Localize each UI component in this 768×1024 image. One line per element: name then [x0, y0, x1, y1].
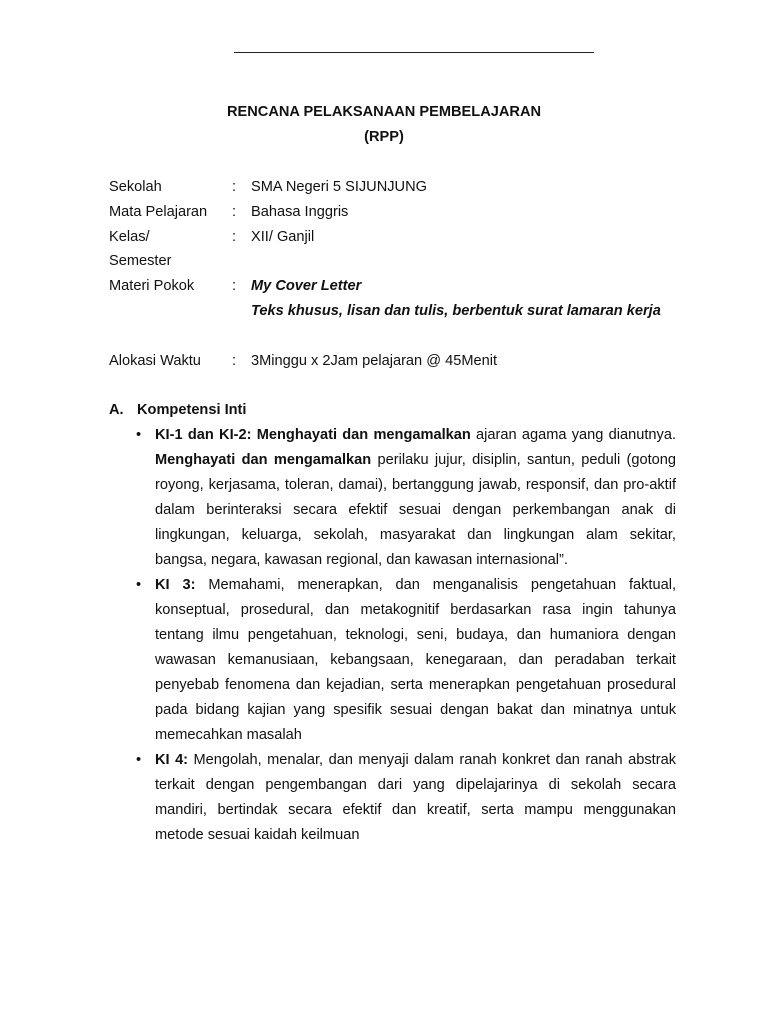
row-kelas — [109, 225, 679, 250]
row-alokasi — [109, 349, 679, 374]
document-subtitle: (RPP) — [364, 129, 404, 145]
value-materi-desc: Teks khusus, lisan dan tulis, berbentuk surat lamaran kerja — [251, 302, 661, 319]
item-bold: KI 4: — [155, 752, 189, 768]
colon: : — [232, 228, 237, 245]
label-alokasi: Alokasi Waktu — [109, 352, 201, 369]
bullet-icon: • — [136, 577, 142, 593]
competency-list — [136, 423, 677, 848]
list-item — [136, 573, 677, 748]
item-text: perilaku jujur, disiplin, santun, peduli (gotong royong, kerjasama, toleran, damai), bertanggung jawab, responsif, dan pro-aktif dalam berinteraksi secara efektif sesuai dengan perkembangan anak di lingkungan, keluarga, sekolah, masyarakat dan lingkungan alam sekitar, bangsa, negara, kawasan regional, dan kawasan internasional”. — [155, 452, 676, 568]
value-kelas: XII/ Ganjil — [251, 228, 315, 245]
label-sekolah: Sekolah — [109, 179, 162, 195]
section-title: Kompetensi Inti — [137, 402, 247, 418]
item-bold: KI-1 dan KI-2: Menghayati dan mengamalkan — [155, 427, 471, 443]
item-text: ajaran agama yang dianutnya. — [470, 427, 677, 443]
label-materi: Materi Pokok — [109, 278, 195, 295]
value-materi: My Cover Letter — [251, 278, 362, 295]
list-item — [136, 748, 676, 848]
bullet-icon: • — [136, 427, 142, 443]
row-materi — [109, 274, 679, 348]
value-mapel: Bahasa Inggris — [251, 203, 349, 220]
value-alokasi: 3Minggu x 2Jam pelajaran @ 45Menit — [251, 352, 498, 369]
label-semester: Semester — [109, 253, 172, 270]
label-mapel: Mata Pelajaran — [109, 203, 208, 220]
section-letter: A. — [109, 402, 124, 418]
document-title: RENCANA PELAKSANAAN PEMBELAJARAN — [226, 104, 542, 120]
item-text: Memahami, menerapkan, dan menganalisis pengetahuan faktual, konseptual, prosedural, dan metakognitif berdasarkan rasa ingin tahunya tentang ilmu pengetahuan, teknologi, seni, budaya, dan humaniora dengan wawasan kemanusiaan, kebangsaan, kenegaraan, dan peradaban terkait penyebab fenomena dan kejadian, serta menerapkan pengetahuan prosedural pada bidang kajian yang spesifik sesuai dengan bakat dan minatnya untuk memecahkan masalah — [155, 577, 677, 743]
identity-table — [109, 175, 679, 373]
colon: : — [232, 278, 237, 295]
label-kelas: Kelas/ — [109, 228, 150, 245]
row-semester — [109, 249, 679, 274]
colon: : — [232, 203, 237, 220]
row-sekolah — [109, 175, 679, 200]
colon: : — [232, 179, 237, 195]
value-sekolah: SMA Negeri 5 SIJUNJUNG — [251, 179, 427, 195]
top-rule — [234, 52, 594, 53]
section-heading — [109, 398, 246, 423]
item-text: Mengolah, menalar, dan menyaji dalam ranah konkret dan ranah abstrak terkait dengan pengembangan dari yang dipelajarinya di sekolah secara mandiri, bertindak secara efektif dan kreatif, serta mampu menggunakan metode sesuai kaidah keilmuan — [155, 752, 676, 843]
list-item — [136, 423, 677, 573]
item-bold: Menghayati dan mengamalkan — [155, 452, 372, 468]
item-bold: KI 3: — [155, 577, 196, 593]
colon: : — [232, 352, 237, 369]
bullet-icon: • — [136, 752, 142, 768]
row-mapel — [109, 200, 679, 225]
